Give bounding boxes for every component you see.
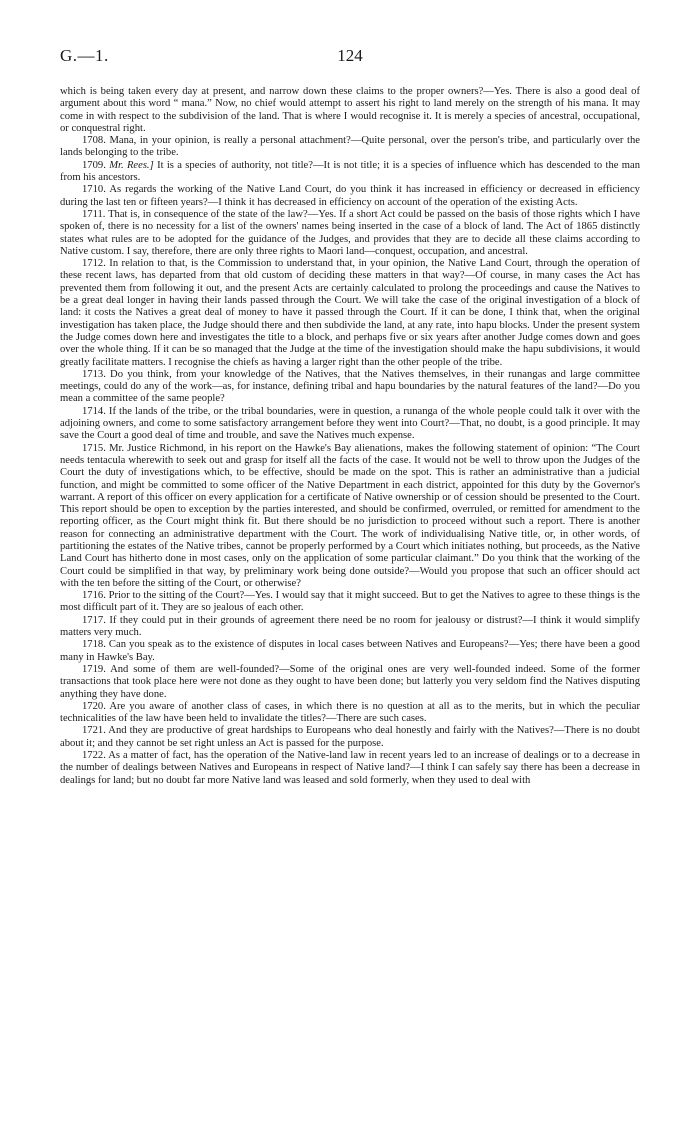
paragraph-text: If the lands of the tribe, or the tribal boundaries, were in question, a runanga of the whole people could talk it over with the adjoining owners, and come to some satisfactory arrangement before they went into Court?—That, no doubt, is a good principle. It may save the Court a good deal of time and trouble, and save the Natives much expense. [60, 405, 640, 442]
question-number: 1719. [82, 663, 106, 675]
document-body [60, 86, 640, 787]
paragraph-text: Prior to the sitting of the Court?—Yes. I would say that it might succeed. But to get the Natives to agree to these things is the most difficult part of it. They are so jealous of each other. [60, 590, 640, 614]
question-number: 1715. [82, 442, 106, 454]
paragraph-1720 [60, 701, 640, 726]
question-number: 1721. [82, 725, 106, 737]
question-number: 1720. [82, 700, 106, 712]
question-number: 1708. [82, 135, 106, 147]
question-number: 1712. [82, 258, 106, 270]
paragraph-1722 [60, 750, 640, 787]
question-number: 1716. [82, 590, 106, 602]
paragraph-text: In relation to that, is the Commission to understand that, in your opinion, the Native Land Court, through the operation of these recent laws, has departed from that old custom of deciding these matters in that way?—Of course, in many cases the Act has prevented them from following it out, and the present Acts are certainly calculated to prolong the proceedings and cause the Natives to be a great deal longer in having their lands passed through the Court. We will take the case of the original investigation of a block of land: it costs the Natives a great deal of money to have it passed through the Court. If it can be done, I think that, when the original investigation has taken place, the Judge should there and then subdivide the land, at any rate, into hapu blocks. Under the present system the Judge comes down here and investigates the title to a block, and perhaps five or six years after another Judge comes down and goes over the whole thing. If it can be so managed that the Judge at the time of the investigation should make the hapu subdivisions, it would greatly facilitate matters. I recognise the chiefs as having a larger right than the other people of the tribe. [60, 258, 641, 368]
document-reference: G.—1. [60, 46, 109, 65]
question-number: 1718. [82, 639, 106, 651]
paragraph-text: And some of them are well-founded?—Some of the original ones are very well-founded indeed. Some of the former transactions that took place here were not done as they ought to have been done; but latterly you very seldom find the Natives disputing anything they have done. [60, 663, 640, 700]
paragraph-text: That is, in consequence of the state of the law?—Yes. If a short Act could be passed on the basis of those rights which I have spoken of, there is no necessity for a list of the owners' names being inserted in the case of a block of land. The Act of 1865 distinctly states what rules are to be adopted for the guidance of the Judges, and provides that they are to decide all these claims according to Native custom. I say, therefore, there are only three rights to Maori land—conquest, occupation, and ancestral. [60, 208, 640, 257]
speaker-name: Mr. Rees.] [109, 159, 154, 171]
paragraph-1708 [60, 135, 640, 160]
paragraph-text: As a matter of fact, has the operation of the Native-land law in recent years led to an increase of dealings or to a decrease in the number of dealings between Natives and Europeans in respect of Native land?—I think I can safely say there has been a decrease in dealings for land; but no doubt far more Native land was leased and sold formerly, when they used to deal with [60, 750, 640, 786]
paragraph-text: And they are productive of great hardships to Europeans who deal honestly and fairly with the Natives?—There is no doubt about it; and they cannot be set right unless an Act is passed for the purpose. [60, 725, 640, 749]
paragraph-1713 [60, 369, 640, 406]
paragraph-text: If they could put in their grounds of agreement there need be no room for jealousy or distrust?—I think it would simplify matters very much. [60, 614, 640, 639]
paragraph-text: Mana, in your opinion, is really a personal attachment?—Quite personal, over the person's tribe, and particularly over the lands belonging to the tribe. [60, 135, 640, 159]
paragraph-text: As regards the working of the Native Land Court, do you think it has increased in efficiency or decreased in efficiency during the last ten or fifteen years?—I think it has decreased in efficiency on account of the operation of the existing Acts. [60, 184, 640, 208]
question-number: 1714. [82, 405, 106, 417]
paragraph-text: which is being taken every day at present, and narrow down these claims to the proper owners?—Yes. There is also a good deal of argument about this word “ mana.” Now, no chief would attempt to assert his right to land merely on the strength of his mana. It may come in with respect to the subdivision of the land. That is where I would recognise it. It is merely a species of ancestral, occupational, or conquestral right. [60, 86, 640, 134]
paragraph-continuation [60, 86, 640, 135]
paragraph-1716 [60, 590, 640, 615]
page-header [60, 46, 640, 86]
paragraph-text: Do you think, from your knowledge of the Natives, that the Natives themselves, in their runangas and large committee meetings, could do any of the work—as, for instance, defining tribal and hapu boundaries by the natural features of the land?—Do you mean a committee of the same people? [60, 368, 640, 405]
paragraph-1718 [60, 639, 640, 664]
question-number: 1711. [82, 208, 106, 220]
paragraph-1714 [60, 406, 640, 443]
paragraph-1712 [60, 258, 640, 369]
paragraph-text: It is a species of authority, not title?—It is not title; it is a species of influence which has descended to the man from his ancestors. [60, 159, 641, 184]
paragraph-text: Mr. Justice Richmond, in his report on the Hawke's Bay alienations, makes the following statement of opinion: “The Court needs tentacula wherewith to seek out and grasp for itself all the facts of the case. It would not be well to throw upon the Judges of the Court the duty of investigations which, to be effective, should be made on the spot. This is rather an administrative than a judicial function, and might be committed to some officer of the Native Department in each district, appointed for this duty by the Governor's warrant. A report of this officer on every application for a certificate of Native ownership or of cession should be presented to the Court. This report should be open to exception by the parties interested, and should be confirmed, overruled, or remitted for amendment to the reporting officer, as the Court might think fit. But there should be no jurisdiction to proceed without such a report. There is another reason for connecting an administrative department with the Court. The work of individualising Native title, or, in other words, of partitioning the estates of the Native tribes, cannot be properly performed by a Court which initiates nothing, but proceeds, as the Native Land Court has hitherto done in most cases, only on the application of some particular claimant.” Do you think that the working of the Court could be simplified in that way, by preliminary work being done outside?—Would you propose that such an officer should act with the ten before the sitting of the Court, or otherwise? [60, 442, 640, 589]
paragraph-text: Can you speak as to the existence of disputes in local cases between Natives and Europeans?—Yes; there have been a good many in Hawke's Bay. [60, 639, 640, 663]
question-number: 1709. [82, 159, 106, 171]
page-number: 124 [337, 46, 363, 65]
question-number: 1713. [82, 368, 106, 380]
paragraph-1717 [60, 615, 640, 640]
paragraph-1715 [60, 443, 640, 591]
paragraph-1719 [60, 664, 640, 701]
paragraph-1709 [60, 160, 640, 185]
paragraph-1711 [60, 209, 640, 258]
question-number: 1717. [82, 614, 106, 626]
question-number: 1722. [82, 750, 106, 762]
paragraph-text: Are you aware of another class of cases, in which there is no question at all as to the merits, but in which the peculiar technicalities of the law have been held to invalidate the titles?—There are such cases. [60, 700, 640, 725]
question-number: 1710. [82, 184, 106, 196]
paragraph-1710 [60, 184, 640, 209]
paragraph-1721 [60, 725, 640, 750]
